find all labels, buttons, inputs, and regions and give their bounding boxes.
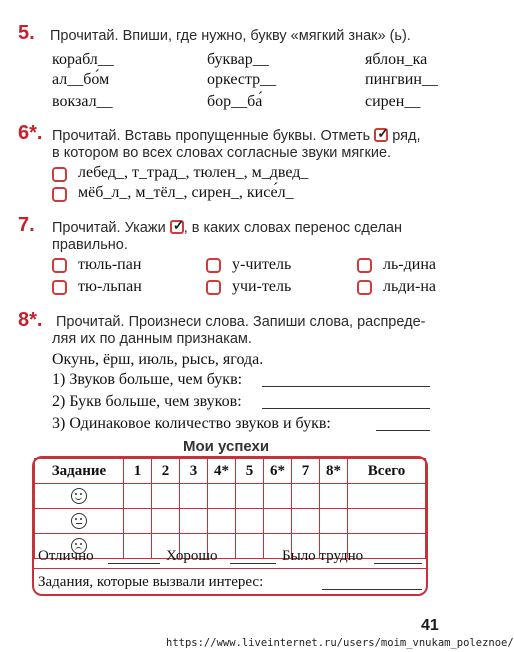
task-7-option: ль-дина xyxy=(383,256,436,273)
task-7-option: льди-на xyxy=(383,278,436,295)
results-title: Мои успехи xyxy=(183,438,270,455)
task-6-number: 6*. xyxy=(18,122,43,144)
task-6-instruction-text-end: ряд, xyxy=(392,128,421,144)
col-header: 8* xyxy=(320,459,348,484)
task-6-row-2[interactable]: мёб_л_, м_тёл_, сирен_, кисе́л_ xyxy=(78,184,294,201)
task-8-answer-line-1[interactable] xyxy=(262,386,430,387)
task-5-word[interactable]: бор__ба́ xyxy=(207,93,263,110)
task-7-instruction-text-end: , в каких словах перенос сделан xyxy=(183,220,402,236)
task-7-option: у-читель xyxy=(232,256,292,273)
task-5-instruction: Прочитай. Впиши, где нужно, букву «мягкий знак» (ь). xyxy=(50,28,411,44)
task-8-item-2: 2) Букв больше, чем звуков: xyxy=(52,393,242,410)
task-5-word[interactable]: вокзал__ xyxy=(52,93,113,110)
neutral-face-icon xyxy=(35,509,124,534)
task-7-option: тюль-пан xyxy=(78,256,142,273)
col-header: 5 xyxy=(236,459,264,484)
page-number: 41 xyxy=(421,617,439,634)
task-6-checkbox-1[interactable] xyxy=(52,167,67,182)
task-7-option: учи-тель xyxy=(232,278,292,295)
footer-url[interactable]: https://www.liveinternet.ru/users/moim_vnukam_poleznoe/ xyxy=(166,637,514,649)
task-8-answer-line-2[interactable] xyxy=(262,408,430,409)
table-row xyxy=(35,509,426,534)
task-5-word[interactable]: буквар__ xyxy=(207,51,269,68)
task-7-instruction-text: Прочитай. Укажи xyxy=(52,220,166,236)
task-5-word[interactable]: оркестр__ xyxy=(207,71,277,88)
col-header: 7 xyxy=(292,459,320,484)
task-8-instruction-line2: ляя их по данным признакам. xyxy=(52,331,252,347)
header-total: Всего xyxy=(348,459,426,484)
task-5-number: 5. xyxy=(18,22,35,44)
task-6-checkbox-2[interactable] xyxy=(52,187,67,202)
col-header: 3 xyxy=(180,459,208,484)
task-5-word[interactable]: сирен__ xyxy=(365,93,421,110)
task-5-word[interactable]: ал__бо́м xyxy=(52,71,110,88)
task-7-number: 7. xyxy=(18,214,35,236)
task-8-number: 8*. xyxy=(18,309,43,331)
checkmark-icon: ✓ xyxy=(170,220,184,234)
task-7-instruction-line2: правильно. xyxy=(52,237,128,253)
task-7-checkbox[interactable] xyxy=(357,280,372,295)
excellent-line[interactable] xyxy=(108,563,160,564)
task-7-checkbox[interactable] xyxy=(206,258,221,273)
col-header: 6* xyxy=(264,459,292,484)
task-8-item-3: 3) Одинаковое количество звуков и букв: xyxy=(52,415,331,432)
task-8-answer-line-3[interactable] xyxy=(376,430,430,431)
task-7-option: тю-льпан xyxy=(78,278,142,295)
task-7-instruction-line1 xyxy=(52,217,402,237)
task-6-instruction-line1 xyxy=(52,125,421,145)
smile-face-icon xyxy=(35,484,124,509)
checkmark-icon: ✓ xyxy=(374,128,388,142)
hard-line[interactable] xyxy=(374,563,422,564)
task-7-checkbox[interactable] xyxy=(206,280,221,295)
task-7-checkbox[interactable] xyxy=(357,258,372,273)
results-table xyxy=(34,458,426,559)
task-5-word[interactable]: яблон_ка xyxy=(365,51,428,68)
task-5-word[interactable]: пингвин__ xyxy=(365,71,438,88)
task-6-instruction-text: Прочитай. Вставь пропущенные буквы. Отметь xyxy=(52,128,371,144)
results-divider xyxy=(34,568,426,569)
good-label: Хорошо xyxy=(166,548,218,564)
task-6-row-1[interactable]: лебед_, т_трад_, тюлен_, м_двед_ xyxy=(78,164,309,181)
task-8-item-1: 1) Звуков больше, чем букв: xyxy=(52,371,243,388)
hard-label: Было трудно xyxy=(282,548,364,564)
task-7-checkbox[interactable] xyxy=(52,280,67,295)
good-line[interactable] xyxy=(230,563,276,564)
excellent-label: Отлично xyxy=(38,548,94,564)
interest-line[interactable] xyxy=(322,589,422,590)
task-5-word[interactable]: корабл__ xyxy=(52,51,114,68)
table-row xyxy=(35,484,426,509)
task-8-instruction-line1: Прочитай. Произнеси слова. Запиши слова, распреде- xyxy=(56,314,426,330)
col-header: 2 xyxy=(152,459,180,484)
task-6-instruction-line2: в котором во всех словах согласные звуки мягкие. xyxy=(52,145,392,161)
task-8-words: Окунь, ёрш, июль, рысь, ягода. xyxy=(52,351,264,368)
interest-label: Задания, которые вызвали интерес: xyxy=(38,574,264,590)
task-7-checkbox[interactable] xyxy=(52,258,67,273)
col-header: 1 xyxy=(124,459,152,484)
col-header: 4* xyxy=(208,459,236,484)
header-task: Задание xyxy=(35,459,124,484)
